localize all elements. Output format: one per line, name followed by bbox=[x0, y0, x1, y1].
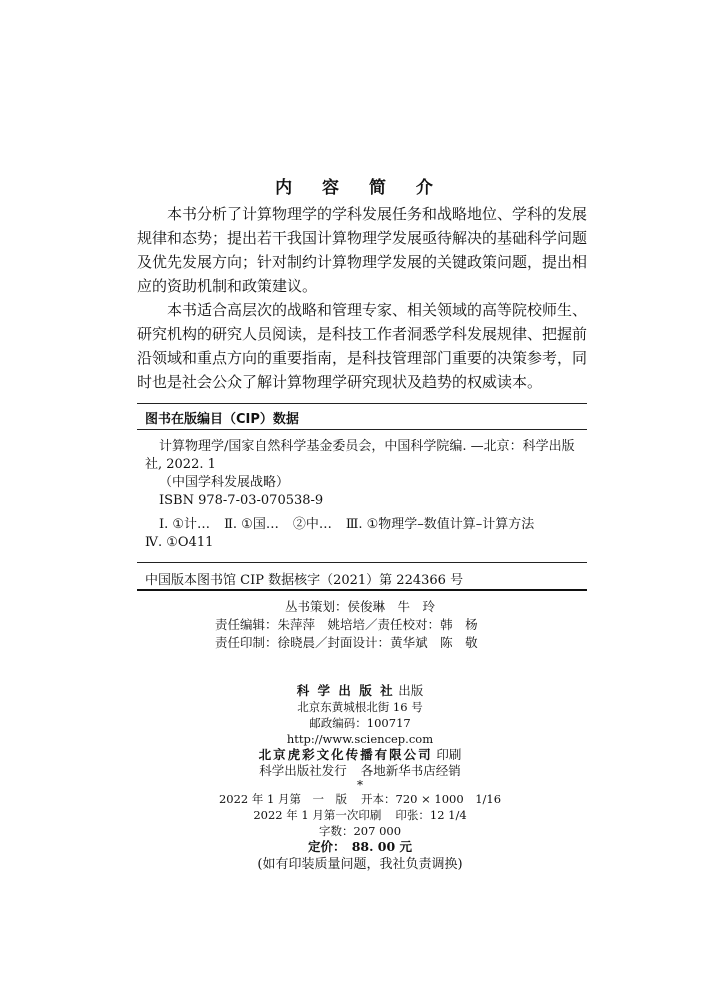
word-count: 字数：207 000 bbox=[318, 824, 402, 838]
printing-line: 2022 年 1 月第一次印刷 印张：12 1/4 bbox=[253, 808, 467, 822]
distribution-line: 科学出版社发行 各地新华书店经销 bbox=[259, 763, 461, 778]
cip-heading: 图书在版编目（CIP）数据 bbox=[145, 412, 299, 427]
editor-names: 朱萍萍 姚培培 bbox=[277, 617, 366, 632]
publisher-postcode: 邮政编码：100717 bbox=[309, 716, 411, 730]
credits-planner-row: 丛书策划：侯俊琳 牛 玲 bbox=[285, 599, 436, 614]
cip-class-item: Ⅳ. ①O411 bbox=[145, 535, 214, 550]
publisher-line: 科 学 出 版 社 出版 bbox=[296, 683, 424, 698]
cip-class-item: ②中… bbox=[292, 517, 332, 532]
summary-paragraph: 本书分析了计算物理学的学科发展任务和战略地位、学科的发展规律和态势；提出若干我国计算物理学发展亟待解决的基础科学问题及优先发展方向；针对制约计算物理学发展的关键政策问题，提出相应的资助机制和政策建议。 bbox=[137, 205, 588, 295]
edition-line: 2022 年 1 月第 一 版 开本：720 × 1000 1/16 bbox=[218, 792, 502, 806]
credits-print-row: 责任印制：徐晓晨／封面设计：黄华斌 陈 敬 bbox=[215, 635, 478, 650]
cip-record bbox=[145, 438, 575, 552]
cip-title-line: 计算物理学/国家自然科学基金委员会，中国科学院编. —北京：科学出版 bbox=[159, 439, 575, 454]
cip-code-rule bbox=[137, 562, 587, 563]
publisher-url: http://www.sciencep.com bbox=[286, 732, 434, 746]
cip-class-item: Ⅱ. ①国… bbox=[224, 517, 279, 532]
cip-title-line: 社, 2022. 1 bbox=[145, 457, 216, 472]
cip-classification bbox=[145, 516, 575, 534]
cip-class-item: Ⅰ. ①计… bbox=[159, 517, 211, 532]
publication-block bbox=[0, 683, 720, 873]
publisher-address: 北京东黄城根北街 16 号 bbox=[297, 700, 423, 714]
price: 定价： 88. 00 元 bbox=[307, 839, 413, 854]
cip-class-item: Ⅲ. ①物理学–数值计算–计算方法 bbox=[345, 517, 535, 532]
cover-designer-names: 黄华斌 陈 敬 bbox=[390, 635, 478, 650]
separator-star: * bbox=[357, 778, 363, 792]
credits-editor-row: 责任编辑：朱萍萍 姚培培／责任校对：韩 杨 bbox=[215, 617, 478, 632]
planner-names: 侯俊琳 牛 玲 bbox=[347, 599, 436, 614]
cip-isbn: ISBN 978-7-03-070538-9 bbox=[159, 493, 324, 508]
proofreader-name: 韩 杨 bbox=[440, 617, 478, 632]
print-manager-name: 徐晓晨 bbox=[277, 635, 316, 650]
cip-heading-rule bbox=[137, 429, 587, 430]
cip-code-line: 中国版本图书馆 CIP 数据核字（2021）第 224366 号 bbox=[145, 573, 464, 588]
printer-name: 北京虎彩文化传播有限公司 bbox=[258, 747, 433, 762]
cip-series: （中国学科发展战略） bbox=[159, 475, 290, 490]
cip-top-rule bbox=[137, 403, 587, 404]
cip-bottom-rule bbox=[137, 589, 587, 591]
summary-body bbox=[137, 202, 587, 394]
publisher-name: 科 学 出 版 社 bbox=[296, 683, 395, 698]
summary-title: 内 容 简 介 bbox=[275, 178, 445, 198]
printer-line: 北京虎彩文化传播有限公司 印刷 bbox=[258, 747, 462, 762]
summary-paragraph: 本书适合高层次的战略和管理专家、相关领域的高等院校师生、研究机构的研究人员阅读，是科技工作者洞悉学科发展规律、把握前沿领域和重点方向的重要指南，是科技管理部门重要的决策参考，同时也是社会公众了解计算物理学研究现状及趋势的权威读本。 bbox=[137, 301, 588, 391]
quality-note: (如有印装质量问题，我社负责调换) bbox=[257, 857, 463, 872]
credits-block bbox=[215, 598, 478, 652]
